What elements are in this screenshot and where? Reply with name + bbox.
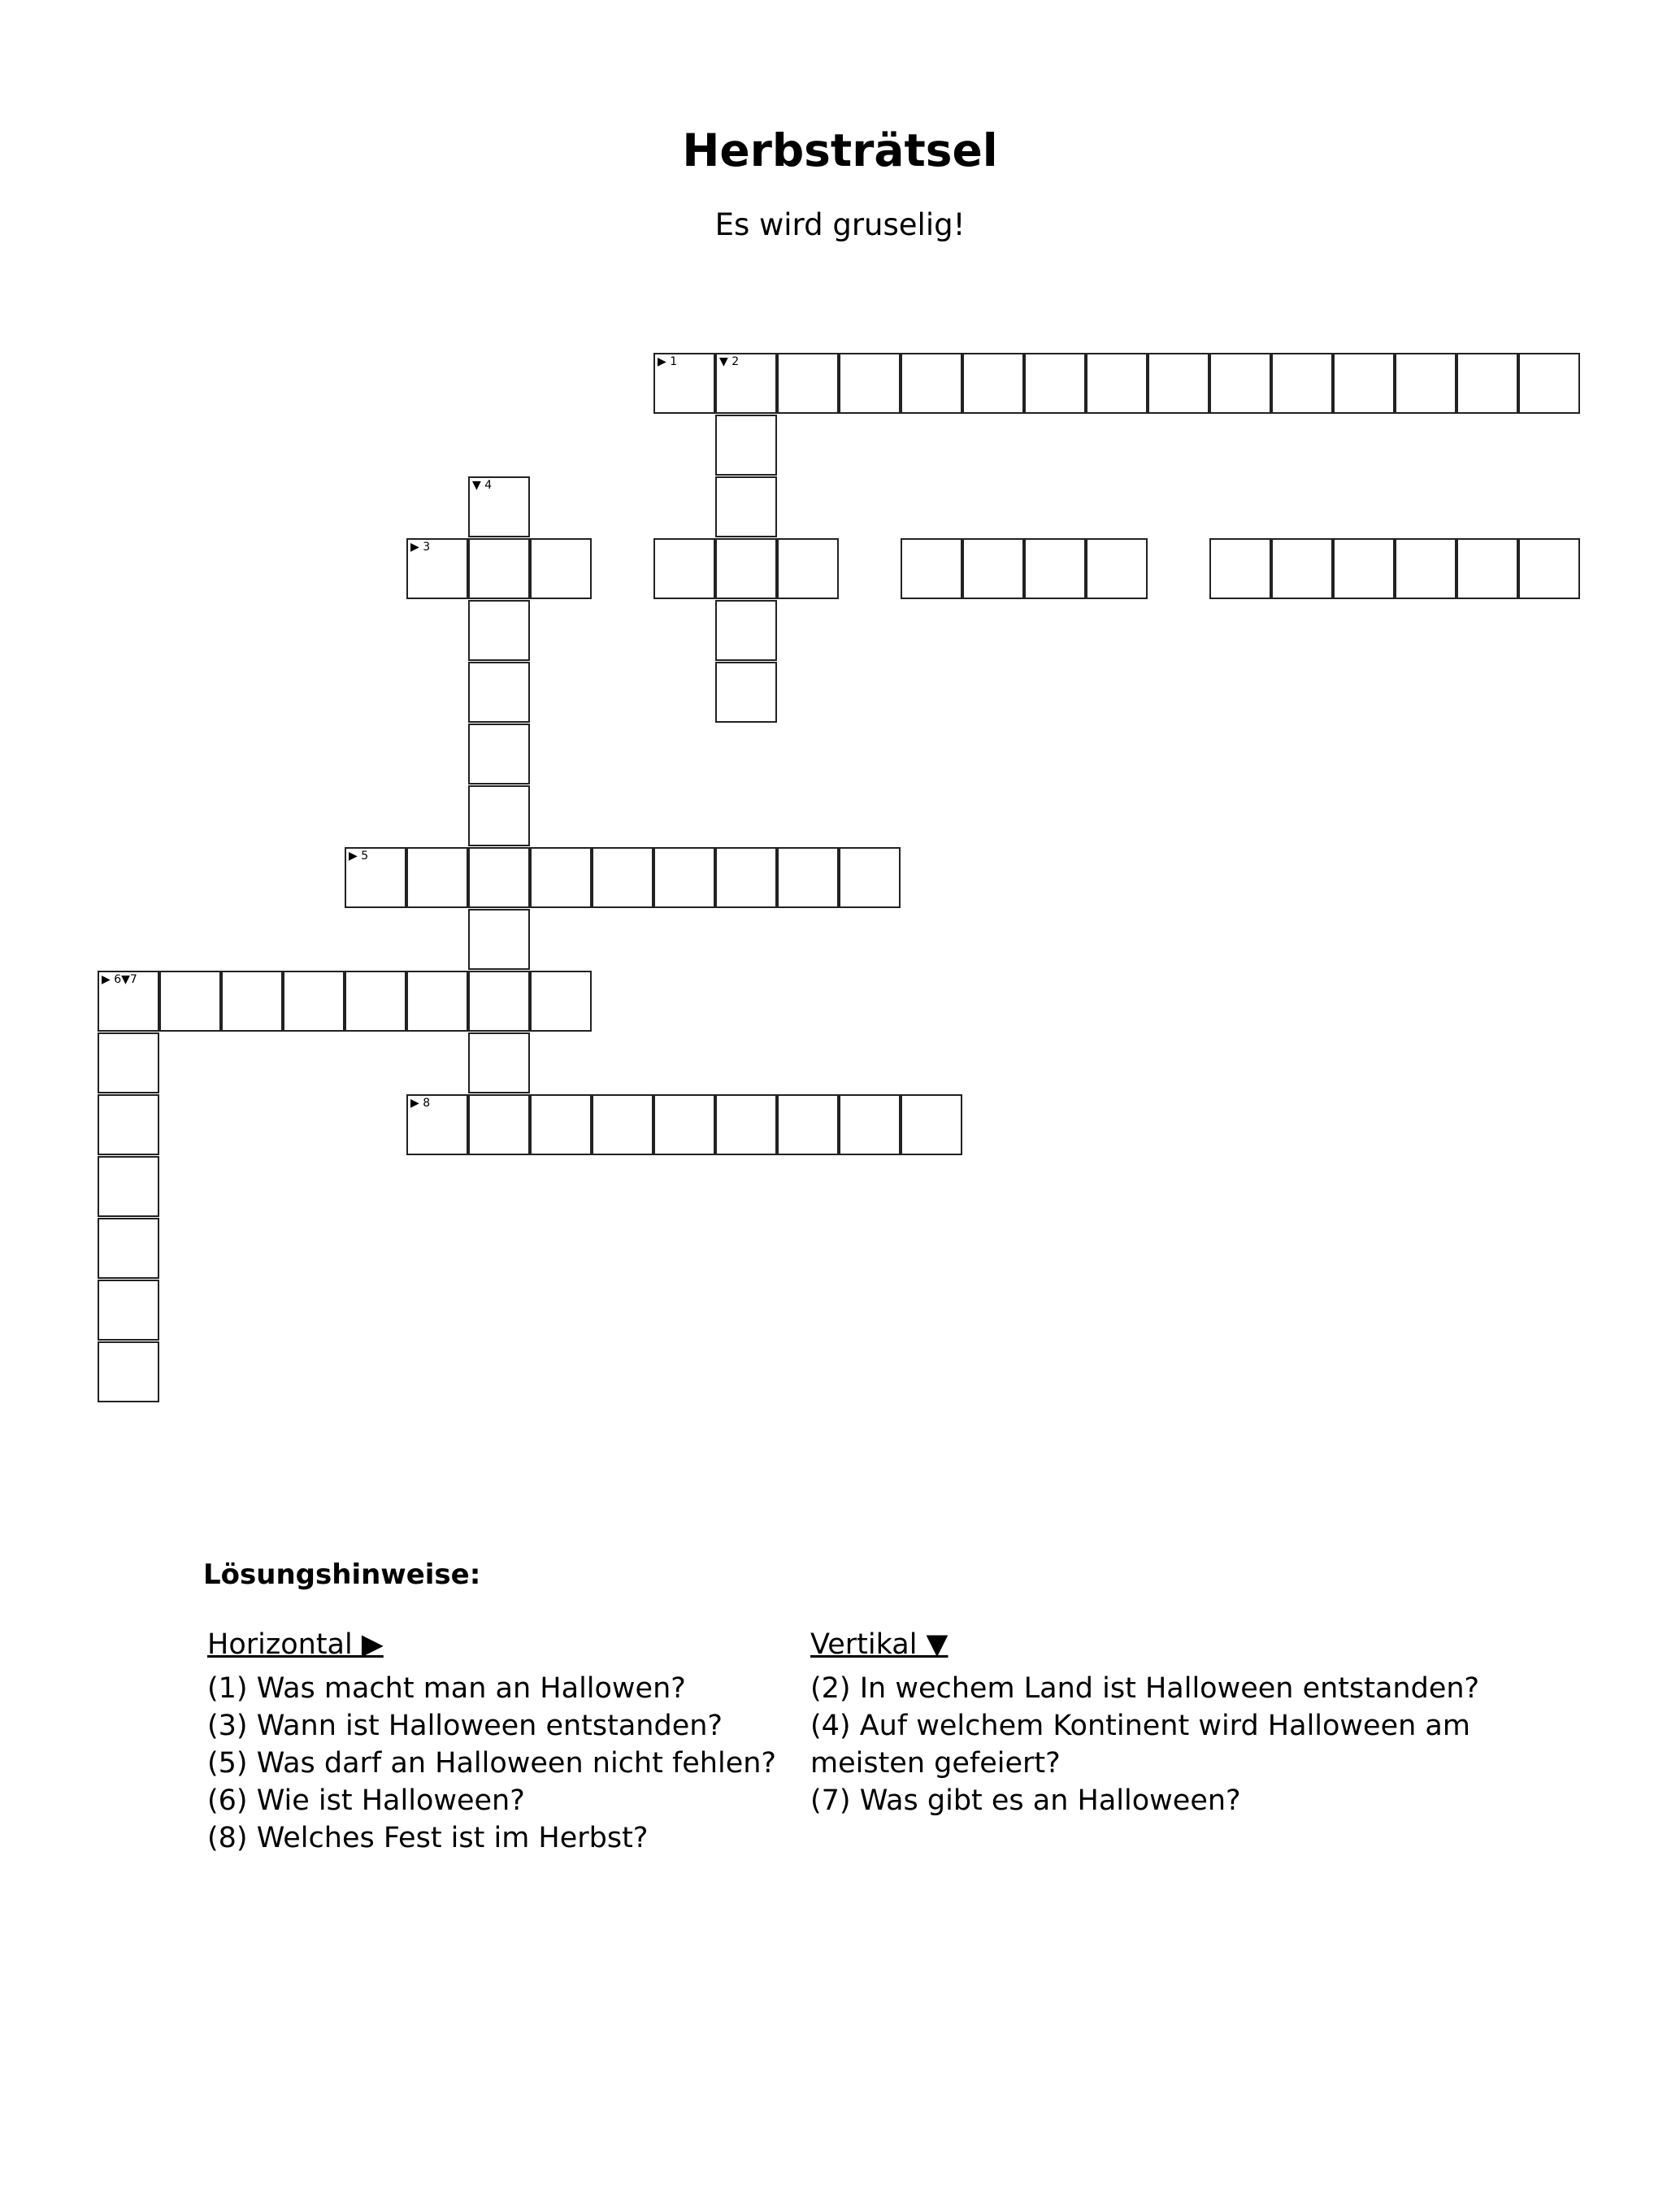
crossword-cell[interactable] xyxy=(98,971,159,1032)
clue-across-1: (1) Was macht man an Hallowen? xyxy=(207,1672,686,1705)
crossword-cell[interactable] xyxy=(468,724,530,785)
crossword-cell[interactable] xyxy=(1148,353,1209,414)
crossword-cell[interactable] xyxy=(530,971,592,1032)
crossword-cell[interactable] xyxy=(406,1094,468,1155)
crossword-cell[interactable] xyxy=(653,1094,715,1155)
crossword-cell[interactable] xyxy=(221,971,283,1032)
crossword-cell[interactable] xyxy=(777,353,839,414)
clue-across-5: (5) Was darf an Halloween nicht fehlen? xyxy=(207,1747,776,1780)
page-subtitle: Es wird gruselig! xyxy=(714,207,966,242)
crossword-cell[interactable] xyxy=(406,538,468,599)
crossword-cell[interactable] xyxy=(839,353,901,414)
crossword-cell[interactable] xyxy=(1209,353,1271,414)
clue-number-marker: ▶ 6▼7 xyxy=(102,973,137,986)
horizontal-heading: Horizontal ▶ xyxy=(207,1628,384,1661)
clue-number-marker: ▼ 2 xyxy=(719,355,740,368)
crossword-cell[interactable] xyxy=(777,847,839,908)
crossword-cell[interactable] xyxy=(468,785,530,846)
clue-down-4: (4) Auf welchem Kontinent wird Halloween am meisten gefeiert? xyxy=(810,1710,1470,1780)
crossword-cell[interactable] xyxy=(345,971,406,1032)
crossword-cell[interactable] xyxy=(715,538,777,599)
clue-across-8: (8) Welches Fest ist im Herbst? xyxy=(207,1822,649,1854)
crossword-cell[interactable] xyxy=(468,1094,530,1155)
crossword-cell[interactable] xyxy=(715,1094,777,1155)
crossword-cell[interactable] xyxy=(715,847,777,908)
crossword-cell[interactable] xyxy=(98,1218,159,1279)
crossword-cell[interactable] xyxy=(98,1156,159,1217)
crossword-cell[interactable] xyxy=(468,600,530,661)
crossword-cell[interactable] xyxy=(592,847,653,908)
crossword-cell[interactable] xyxy=(901,353,962,414)
crossword-cell[interactable] xyxy=(406,971,468,1032)
clue-number-marker: ▶ 1 xyxy=(658,355,678,368)
crossword-cell[interactable] xyxy=(468,847,530,908)
vertical-clues xyxy=(810,1626,1526,1819)
crossword-cell[interactable] xyxy=(1024,353,1086,414)
crossword-cell[interactable] xyxy=(1209,538,1271,599)
crossword-cell[interactable] xyxy=(1086,538,1148,599)
crossword-cell[interactable] xyxy=(715,353,777,414)
crossword-cell[interactable] xyxy=(468,971,530,1032)
crossword-cell[interactable] xyxy=(715,415,777,476)
crossword-cell[interactable] xyxy=(901,538,962,599)
crossword-cell[interactable] xyxy=(1333,538,1395,599)
crossword-cell[interactable] xyxy=(98,1280,159,1341)
crossword-cell[interactable] xyxy=(901,1094,962,1155)
clue-number-marker: ▶ 3 xyxy=(410,541,431,554)
crossword-cell[interactable] xyxy=(406,847,468,908)
crossword-cell[interactable] xyxy=(1456,538,1518,599)
crossword-cell[interactable] xyxy=(653,847,715,908)
crossword-cell[interactable] xyxy=(468,1032,530,1093)
clue-number-marker: ▶ 5 xyxy=(349,850,369,863)
crossword-cell[interactable] xyxy=(715,600,777,661)
crossword-cell[interactable] xyxy=(839,847,901,908)
crossword-cell[interactable] xyxy=(962,353,1024,414)
page-title: Herbsträtsel xyxy=(682,124,998,176)
clue-number-marker: ▶ 8 xyxy=(410,1097,431,1110)
crossword-cell[interactable] xyxy=(1456,353,1518,414)
crossword-cell[interactable] xyxy=(1271,538,1333,599)
crossword-cell[interactable] xyxy=(777,538,839,599)
crossword-cell[interactable] xyxy=(98,1032,159,1093)
clue-down-2: (2) In wechem Land ist Halloween entstanden? xyxy=(810,1672,1480,1705)
crossword-cell[interactable] xyxy=(1395,538,1456,599)
crossword-cell[interactable] xyxy=(653,538,715,599)
crossword-cell[interactable] xyxy=(530,538,592,599)
crossword-cell[interactable] xyxy=(1518,538,1580,599)
crossword-cell[interactable] xyxy=(1024,538,1086,599)
vertical-heading: Vertikal ▼ xyxy=(810,1628,949,1661)
crossword-cell[interactable] xyxy=(715,662,777,723)
crossword-cell[interactable] xyxy=(1333,353,1395,414)
crossword-cell[interactable] xyxy=(1271,353,1333,414)
crossword-cell[interactable] xyxy=(468,538,530,599)
crossword-cell[interactable] xyxy=(468,476,530,537)
crossword-cell[interactable] xyxy=(345,847,406,908)
crossword-cell[interactable] xyxy=(98,1341,159,1402)
crossword-cell[interactable] xyxy=(592,1094,653,1155)
clue-down-7: (7) Was gibt es an Halloween? xyxy=(810,1784,1241,1817)
crossword-cell[interactable] xyxy=(468,662,530,723)
crossword-cell[interactable] xyxy=(715,476,777,537)
crossword-cell[interactable] xyxy=(839,1094,901,1155)
crossword-cell[interactable] xyxy=(1395,353,1456,414)
clue-across-3: (3) Wann ist Halloween entstanden? xyxy=(207,1710,723,1742)
clue-across-6: (6) Wie ist Halloween? xyxy=(207,1784,525,1817)
crossword-cell[interactable] xyxy=(530,847,592,908)
crossword-cell[interactable] xyxy=(777,1094,839,1155)
crossword-cell[interactable] xyxy=(468,909,530,970)
hints-heading: Lösungshinweise: xyxy=(203,1558,481,1591)
crossword-cell[interactable] xyxy=(530,1094,592,1155)
crossword-cell[interactable] xyxy=(962,538,1024,599)
horizontal-clues xyxy=(207,1626,792,1857)
crossword-cell[interactable] xyxy=(1518,353,1580,414)
crossword-cell[interactable] xyxy=(1086,353,1148,414)
crossword-cell[interactable] xyxy=(98,1094,159,1155)
crossword-cell[interactable] xyxy=(653,353,715,414)
crossword-cell[interactable] xyxy=(283,971,345,1032)
crossword-cell[interactable] xyxy=(159,971,221,1032)
clue-number-marker: ▼ 4 xyxy=(472,479,493,492)
